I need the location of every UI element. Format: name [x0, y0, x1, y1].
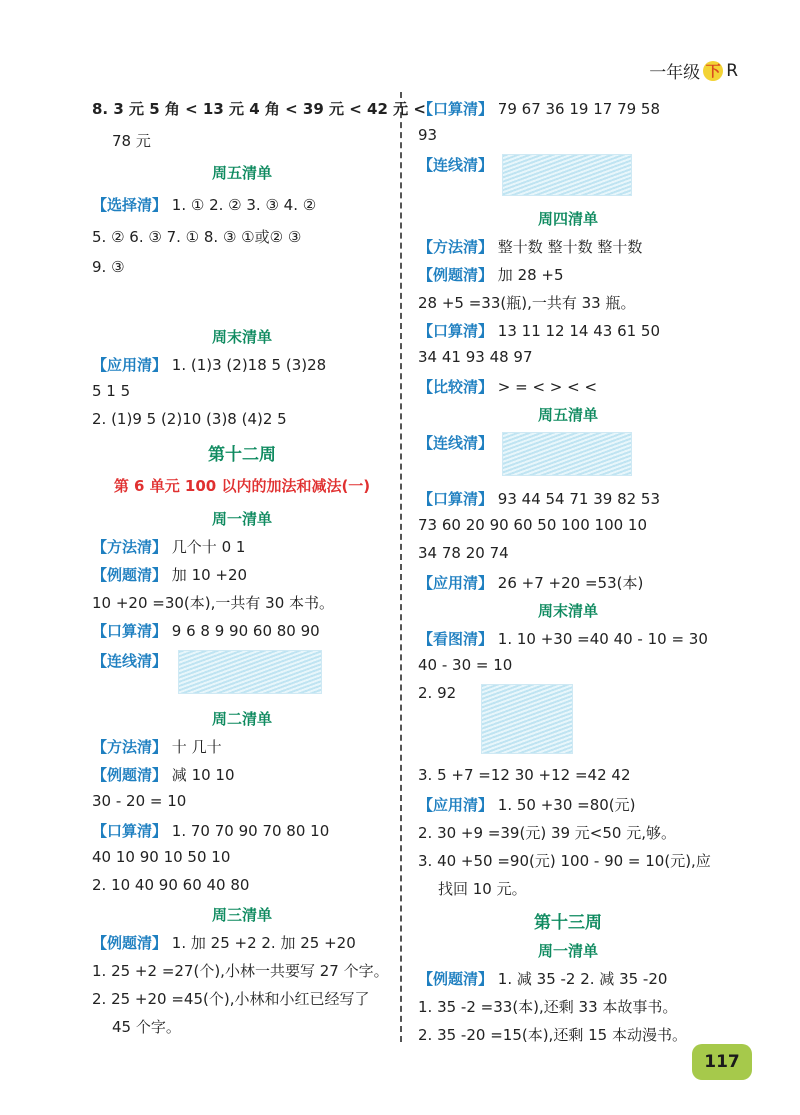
section-heading: 周一清单: [211, 510, 272, 528]
answer-line: 1. 35 -2 =33(本),还剩 33 本故事书。: [418, 998, 678, 1016]
section-tag: 【看图清】: [418, 630, 494, 648]
answer-line: 1. 25 +2 =27(个),小林一共要写 27 个字。: [92, 962, 389, 980]
section-tag: 【比较清】: [418, 378, 494, 396]
answer-line: [92, 564, 247, 585]
section-heading: 周五清单: [211, 164, 272, 182]
section-heading: 周五清单: [537, 406, 598, 424]
answer-text: 减 10 10: [171, 766, 235, 784]
section-tag: 【口算清】: [418, 322, 494, 340]
answer-line: 2. 10 40 90 60 40 80: [92, 876, 250, 894]
matching-diagram-image: [502, 154, 632, 196]
section-tag: 【例题清】: [418, 266, 494, 284]
answer-line: [418, 376, 597, 397]
section-tag: 【例题清】: [92, 766, 168, 784]
section-tag: 【连线清】: [92, 652, 168, 670]
section-heading: 周四清单: [537, 210, 598, 228]
answer-line: 73 60 20 90 60 50 100 100 10: [418, 516, 648, 534]
answer-line: 3. 40 +50 =90(元) 100 - 90 = 10(元),应: [418, 852, 711, 870]
answer-text: 93 44 54 71 39 82 53: [497, 490, 661, 508]
answer-line: [92, 194, 316, 215]
answer-line: 2. (1)9 5 (2)10 (3)8 (4)2 5: [92, 410, 287, 428]
answer-line: 找回 10 元。: [438, 880, 527, 898]
answer-line: 93: [418, 126, 438, 144]
answer-line: [418, 968, 667, 989]
section-tag: 【连线清】: [418, 156, 494, 174]
section-heading: 周末清单: [211, 328, 272, 346]
term-badge: 下: [703, 61, 723, 81]
answer-line: [418, 98, 660, 119]
answer-line: 30 - 20 = 10: [92, 792, 187, 810]
section-tag: 【应用清】: [92, 356, 168, 374]
answer-text: 1. (1)3 (2)18 5 (3)28: [171, 356, 327, 374]
answer-text: 加 10 +20: [171, 566, 248, 584]
answer-text: 1. 70 70 90 70 80 10: [171, 822, 330, 840]
answer-line: [92, 764, 235, 785]
answer-line: 3. 5 +7 =12 30 +12 =42 42: [418, 766, 631, 784]
answer-text: 1. 减 35 -2 2. 减 35 -20: [497, 970, 668, 988]
answer-text: 1. 加 25 +2 2. 加 25 +20: [171, 934, 356, 952]
answer-line: 2. 35 -20 =15(本),还剩 15 本动漫书。: [418, 1026, 687, 1044]
answer-line: 34 41 93 48 97: [418, 348, 533, 366]
section-tag: 【方法清】: [418, 238, 494, 256]
answer-text: 加 28 +5: [497, 266, 564, 284]
answer-text: 1. ① 2. ② 3. ③ 4. ②: [171, 196, 317, 214]
answer-text: 1. 10 +30 =40 40 - 10 = 30: [497, 630, 708, 648]
section-tag: 【选择清】: [92, 196, 168, 214]
answer-line: 34 78 20 74: [418, 544, 509, 562]
answer-text: 79 67 36 19 17 79 58: [497, 100, 661, 118]
section-tag: 【口算清】: [418, 490, 494, 508]
answer-line: [418, 320, 660, 341]
answer-line: 5. ② 6. ③ 7. ① 8. ③ ①或② ③: [92, 228, 302, 246]
answer-line: 8. 3 元 5 角 < 13 元 4 角 < 39 元 < 42 元 <: [92, 100, 426, 118]
answer-line: [92, 736, 222, 757]
answer-text: 13 11 12 14 43 61 50: [497, 322, 661, 340]
edition-label: R: [726, 60, 738, 81]
answer-line: 10 +20 =30(本),一共有 30 本书。: [92, 594, 335, 612]
answer-line: [418, 572, 643, 593]
answer-line: [418, 432, 632, 476]
answer-text: > = < > < <: [497, 378, 598, 396]
section-tag: 【应用清】: [418, 796, 494, 814]
answer-text: 整十数 整十数 整十数: [497, 238, 643, 256]
answer-line: [418, 264, 564, 285]
answer-line: 40 10 90 10 50 10: [92, 848, 231, 866]
week-title: 第十二周: [208, 445, 276, 465]
section-tag: 【口算清】: [418, 100, 494, 118]
section-tag: 【方法清】: [92, 538, 168, 556]
section-tag: 【口算清】: [92, 822, 168, 840]
answer-text: 十 几十: [171, 738, 222, 756]
page-header: [649, 58, 738, 83]
answer-line: [92, 820, 329, 841]
section-heading: 周末清单: [537, 602, 598, 620]
answer-line: 45 个字。: [112, 1018, 181, 1036]
matching-diagram-image: [502, 432, 632, 476]
answer-line: 2. 25 +20 =45(个),小林和小红已经写了: [92, 990, 370, 1008]
answer-line: [92, 354, 326, 375]
section-tag: 【应用清】: [418, 574, 494, 592]
matching-diagram-image: [178, 650, 322, 694]
section-tag: 【例题清】: [92, 566, 168, 584]
unit-title: 第 6 单元 100 以内的加法和减法(一): [113, 477, 371, 495]
answer-line: [418, 684, 573, 754]
answer-text: 9 6 8 9 90 60 80 90: [171, 622, 320, 640]
answer-line: [418, 154, 632, 196]
answer-line: [92, 620, 320, 641]
answer-line: 40 - 30 = 10: [418, 656, 513, 674]
drawing-answer-image: [481, 684, 573, 754]
answer-line: [418, 236, 642, 257]
grade-label: 一年级: [649, 63, 701, 83]
answer-line: [92, 650, 322, 694]
answer-line: 28 +5 =33(瓶),一共有 33 瓶。: [418, 294, 636, 312]
answer-text: 几个十 0 1: [171, 538, 246, 556]
answer-line: 9. ③: [92, 258, 125, 276]
answer-line: [418, 488, 660, 509]
section-tag: 【例题清】: [418, 970, 494, 988]
answer-line: 2. 30 +9 =39(元) 39 元<50 元,够。: [418, 824, 676, 842]
answer-text: 2. 92: [418, 684, 457, 702]
section-heading: 周二清单: [211, 710, 272, 728]
answer-text: 26 +7 +20 =53(本): [497, 574, 644, 592]
answer-line: 5 1 5: [92, 382, 131, 400]
section-tag: 【方法清】: [92, 738, 168, 756]
page-number: 117: [692, 1044, 752, 1080]
section-heading: 周三清单: [211, 906, 272, 924]
answer-text: 1. 50 +30 =80(元): [497, 796, 636, 814]
column-divider: [400, 92, 402, 1042]
section-tag: 【例题清】: [92, 934, 168, 952]
week-title: 第十三周: [534, 913, 602, 933]
answer-line: [92, 932, 356, 953]
section-tag: 【连线清】: [418, 434, 494, 452]
answer-line: [92, 536, 245, 557]
answer-line: [418, 628, 708, 649]
answer-line: 78 元: [112, 132, 151, 150]
section-tag: 【口算清】: [92, 622, 168, 640]
section-heading: 周一清单: [537, 942, 598, 960]
answer-line: [418, 794, 636, 815]
